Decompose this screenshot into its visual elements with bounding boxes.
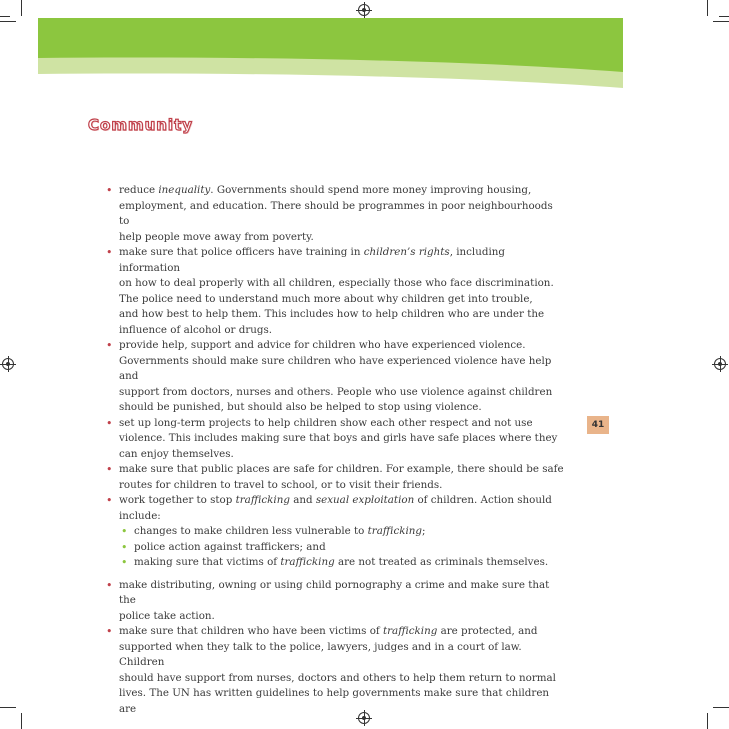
- crop-mark: [21, 713, 22, 729]
- text-line: [119, 578, 564, 609]
- registration-mark-left: [2, 358, 14, 370]
- text-segment: should be punished, but should also be helped to stop using violence.: [119, 401, 482, 413]
- bullet-item: [104, 416, 564, 463]
- text-line: [119, 431, 564, 447]
- text-line: [119, 307, 564, 323]
- text-segment: on how to deal properly with all children, especially those who face discrimination.: [119, 277, 554, 289]
- italic-term: trafficking: [367, 525, 422, 537]
- text-segment: . Governments should spend more money improving housing,: [210, 184, 532, 196]
- italic-term: children’s rights: [363, 246, 450, 258]
- crop-mark: [707, 0, 708, 16]
- text-line: [119, 199, 564, 230]
- text-line: [119, 624, 564, 640]
- text-segment: routes for children to travel to school, or to visit their friends.: [119, 478, 443, 491]
- text-segment: The police need to understand much more about why children get into trouble,: [119, 292, 533, 305]
- text-line: [119, 462, 564, 478]
- text-line: [119, 478, 564, 494]
- bullet-item: [104, 624, 564, 717]
- text-segment: make distributing, owning or using child pornography a crime and make sure that the: [119, 578, 550, 606]
- text-segment: make sure that public places are safe for children. For example, there should be safe: [119, 463, 564, 475]
- registration-mark-top: [358, 4, 370, 16]
- crop-mark: [707, 713, 708, 729]
- text-line: [119, 509, 564, 525]
- italic-term: sexual exploitation: [315, 494, 415, 506]
- text-segment: , including information: [119, 246, 505, 274]
- text-segment: lives. The UN has written guidelines to help governments make sure that children are: [119, 687, 550, 715]
- text-segment: changes to make children less vulnerable to: [134, 525, 368, 537]
- text-line: [119, 230, 564, 246]
- text-line: [119, 354, 564, 385]
- text-segment: should have support from nurses, doctors and others to help them return to normal: [119, 671, 556, 684]
- text-line: [119, 671, 564, 687]
- bullet-item: [104, 183, 564, 245]
- text-line: [119, 276, 564, 292]
- text-line: [119, 245, 564, 276]
- bullet-item: [104, 578, 564, 625]
- text-segment: Governments should make sure children who have experienced violence have help and: [119, 354, 552, 382]
- text-line: [134, 524, 564, 540]
- crop-mark: [0, 16, 10, 17]
- text-line: [119, 416, 564, 432]
- text-line: [119, 447, 564, 463]
- bullet-item: [104, 245, 564, 338]
- text-line: [119, 640, 564, 671]
- text-segment: making sure that victims of: [134, 556, 281, 568]
- crop-mark: [719, 16, 729, 17]
- text-segment: provide help, support and advice for children who have experienced violence.: [119, 339, 526, 351]
- text-segment: make sure that police officers have training in: [119, 246, 364, 258]
- text-segment: police take action.: [119, 609, 215, 622]
- crop-mark: [21, 0, 22, 16]
- text-line: [134, 540, 564, 556]
- text-line: [119, 400, 564, 416]
- italic-term: inequality: [158, 184, 211, 196]
- text-line: [119, 686, 564, 717]
- registration-mark-right: [714, 358, 726, 370]
- italic-term: trafficking: [280, 556, 335, 568]
- bullet-list: [104, 183, 564, 717]
- sub-bullet-list: [119, 524, 564, 571]
- bullet-item: [104, 338, 564, 416]
- text-segment: reduce: [119, 184, 159, 196]
- crop-mark: [713, 21, 729, 22]
- text-line: [119, 183, 564, 199]
- text-segment: are not treated as criminals themselves.: [334, 556, 549, 568]
- text-segment: can enjoy themselves.: [119, 447, 234, 460]
- section-title: Community: [88, 116, 194, 134]
- italic-term: trafficking: [235, 494, 290, 506]
- text-line: [119, 292, 564, 308]
- text-line: [119, 609, 564, 625]
- text-segment: set up long-term projects to help children show each other respect and not use: [119, 416, 533, 429]
- text-line: [134, 555, 564, 571]
- bullet-item: [104, 462, 564, 493]
- text-segment: support from doctors, nurses and others. People who use violence against children: [119, 385, 553, 398]
- crop-mark: [0, 21, 16, 22]
- text-segment: and: [289, 494, 316, 506]
- text-segment: influence of alcohol or drugs.: [119, 323, 273, 336]
- text-segment: and how best to help them. This includes how to help children who are under the: [119, 308, 545, 320]
- text-segment: employment, and education. There should be programmes in poor neighbourhoods to: [119, 199, 553, 227]
- bullet-item: [104, 493, 564, 571]
- text-segment: are protected, and: [437, 625, 538, 637]
- sub-bullet-item: [119, 555, 564, 571]
- text-segment: make sure that children who have been victims of: [119, 625, 383, 637]
- text-segment: work together to stop: [119, 494, 236, 506]
- text-segment: of children. Action should: [414, 494, 552, 506]
- text-line: [119, 323, 564, 339]
- text-segment: supported when they talk to the police, lawyers, judges and in a court of law. Children: [119, 640, 522, 668]
- text-segment: violence. This includes making sure that boys and girls have safe places where they: [119, 432, 558, 444]
- body-text: [104, 183, 564, 717]
- text-line: [119, 385, 564, 401]
- sub-bullet-item: [119, 524, 564, 540]
- header-banner: [38, 18, 623, 98]
- text-line: [119, 493, 564, 509]
- text-segment: include:: [119, 509, 161, 522]
- italic-term: trafficking: [383, 625, 438, 637]
- page-number: 41: [587, 416, 609, 434]
- text-segment: ;: [421, 525, 426, 537]
- crop-mark: [713, 707, 729, 708]
- sub-bullet-item: [119, 540, 564, 556]
- text-line: [119, 338, 564, 354]
- text-segment: police action against traffickers; and: [134, 540, 326, 553]
- crop-mark: [0, 707, 16, 708]
- text-segment: help people move away from poverty.: [119, 230, 314, 243]
